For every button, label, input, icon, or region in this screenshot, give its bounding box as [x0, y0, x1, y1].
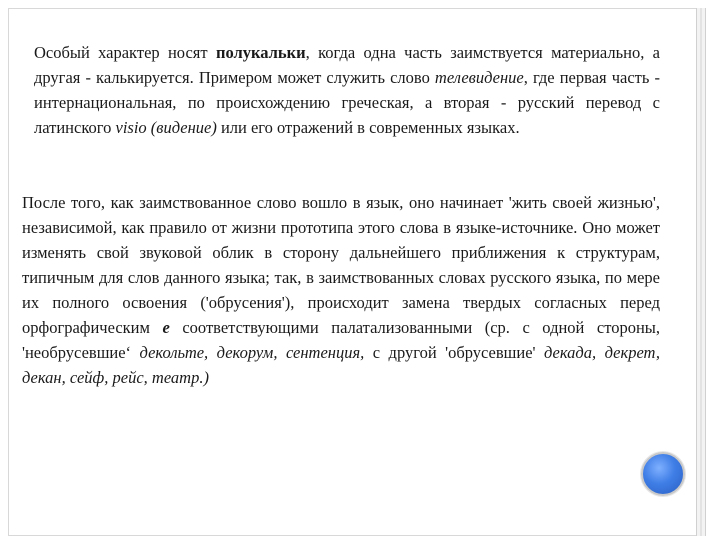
p2-text-2: соответствующими палатализованными (ср. с одной стороны, 'необрусевшие‘	[22, 318, 661, 362]
blue-circle-icon	[641, 452, 685, 496]
p1-text-3: , где первая часть - интернациональная, по происхождению греческая, а вторая - русский перевод с латинского	[34, 68, 660, 137]
p2-examples-assimilated: декада, декрет, декан, сейф, рейс, театр.)	[22, 343, 661, 387]
paragraph-half-calques	[34, 40, 660, 140]
p1-text-4: или его отражений в современных языках.	[216, 118, 520, 137]
paragraph-assimilation	[22, 190, 660, 390]
p2-text-3: с другой 'обрусевшие'	[364, 343, 544, 362]
p1-term-televidenie: телевидение	[434, 68, 524, 87]
p1-term-polukalki: полукальки	[215, 43, 306, 62]
p1-text-1: Особый характер носят	[34, 43, 216, 62]
p2-letter-e: е	[162, 318, 170, 337]
p1-text-2: , когда одна часть заимствуется материально, а другая - калькируется. Примером может служить слово	[34, 43, 661, 87]
p2-examples-unassimilated: декольте, декорум, сентенция,	[139, 343, 365, 362]
p2-text-1: После того, как заимствованное слово вошло в язык, оно начинает 'жить своей жизнью', независимой, как правило от жизни прототипа этого слова в языке-источнике. Оно может изменять свой звуковой облик в сторону дальнейшего приближения к структурам, типичным для слов данного языка; так, в заимствованных словах русского языка, по мере их полного освоения ('обрусения'), происходит замена твердых согласных перед орфографическим	[22, 193, 660, 337]
p1-term-visio: visio (видение)	[115, 118, 217, 137]
side-stripe	[696, 8, 706, 536]
